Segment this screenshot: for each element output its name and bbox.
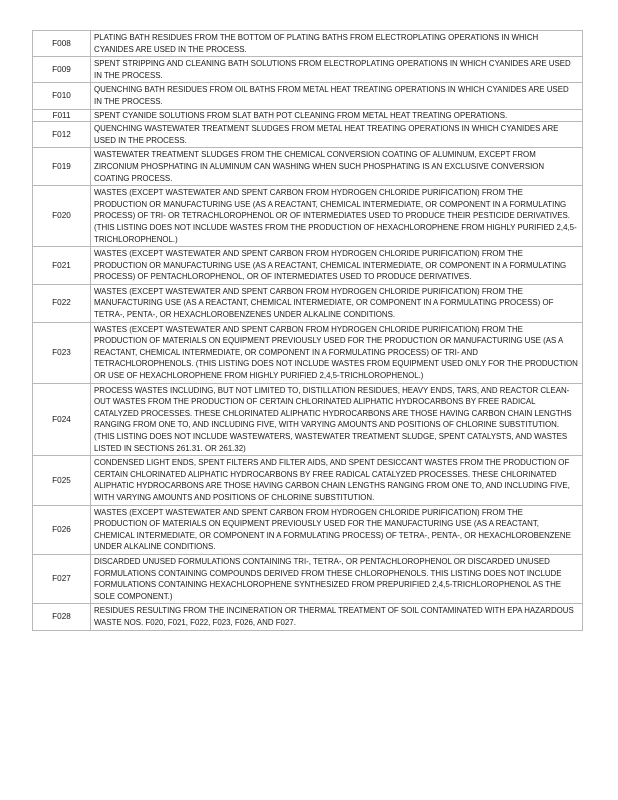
table-row — [33, 148, 583, 186]
waste-code-cell: F009 — [33, 57, 91, 83]
waste-description-cell: WASTES (EXCEPT WASTEWATER AND SPENT CARBON FROM HYDROGEN CHLORIDE PURIFICATION) FROM THE MANUFACTURING USE (AS A REACTANT, CHEMICAL INTERMEDIATE, OR COMPONENT IN A FORMULATING PROCESS) OF TETRA-, PENTA-, OR HEXACHLOROBENZENES UNDER ALKALINE CONDITIONS. — [91, 284, 583, 322]
waste-code-cell: F020 — [33, 186, 91, 247]
waste-description-cell: DISCARDED UNUSED FORMULATIONS CONTAINING TRI-, TETRA-, OR PENTACHLOROPHENOL OR DISCARDED UNUSED FORMULATIONS CONTAINING COMPOUNDS DERIVED FROM THESE CHLOROPHENOLS. THIS LISTING DOES NOT INCLUDE FORMULATIONS CONTAINING HEXACHLOROPHENE SYNTHESIZED FROM PREPURIFIED 2,4,5-TRICHLOROPHENOL AS THE SOLE COMPONENT.) — [91, 554, 583, 603]
waste-code-cell: F027 — [33, 554, 91, 603]
waste-code-cell: F019 — [33, 148, 91, 186]
table-row — [33, 322, 583, 383]
waste-code-cell: F010 — [33, 83, 91, 109]
hazardous-waste-table — [32, 30, 583, 631]
waste-code-cell: F012 — [33, 122, 91, 148]
waste-code-cell: F023 — [33, 322, 91, 383]
waste-code-cell: F008 — [33, 31, 91, 57]
waste-description-cell: WASTES (EXCEPT WASTEWATER AND SPENT CARBON FROM HYDROGEN CHLORIDE PURIFICATION) FROM THE PRODUCTION OR MANUFACTURING USE (AS A REACTANT, CHEMICAL INTERMEDIATE, OR COMPONENT IN A FORMULATING PROCESS) OF PENTACHLOROPHENOL, OR OF INTERMEDIATES USED TO PRODUCE DERIVATIVES. — [91, 247, 583, 285]
waste-code-cell: F022 — [33, 284, 91, 322]
waste-description-cell: WASTEWATER TREATMENT SLUDGES FROM THE CHEMICAL CONVERSION COATING OF ALUMINUM, EXCEPT FROM ZIRCONIUM PHOSPHATING IN ALUMINUM CAN WASHING WHEN SUCH PHOSPHATING IS AN EXCLUSIVE CONVERSION COATING PROCESS. — [91, 148, 583, 186]
waste-description-cell: RESIDUES RESULTING FROM THE INCINERATION OR THERMAL TREATMENT OF SOIL CONTAMINATED WITH EPA HAZARDOUS WASTE NOS. F020, F021, F022, F023, F026, AND F027. — [91, 604, 583, 630]
waste-code-cell: F025 — [33, 456, 91, 505]
waste-code-cell: F011 — [33, 109, 91, 122]
waste-description-cell: WASTES (EXCEPT WASTEWATER AND SPENT CARBON FROM HYDROGEN CHLORIDE PURIFICATION) FROM THE PRODUCTION OF MATERIALS ON EQUIPMENT PREVIOUSLY USED FOR THE PRODUCTION OR MANUFACTURING USE (AS A REACTANT, CHEMICAL INTERMEDIATE, OR COMPONENT IN A FORMULATING PROCESS) OF TRI- AND TETRACHLOROPHENOLS. (THIS LISTING DOES NOT INCLUDE WASTES FROM EQUIPMENT USED ONLY FOR THE PRODUCTION OR USE OF HEXACHLOROPHENE FROM HIGHLY PURIFIED 2,4,5-TRICHLOROPHENOL.) — [91, 322, 583, 383]
table-row — [33, 109, 583, 122]
waste-description-cell: SPENT STRIPPING AND CLEANING BATH SOLUTIONS FROM ELECTROPLATING OPERATIONS IN WHICH CYANIDES ARE USED IN THE PROCESS. — [91, 57, 583, 83]
waste-description-cell: WASTES (EXCEPT WASTEWATER AND SPENT CARBON FROM HYDROGEN CHLORIDE PURIFICATION) FROM THE PRODUCTION OR MANUFACTURING USE (AS A REACTANT, CHEMICAL INTERMEDIATE, OR COMPONENT IN A FORMULATING PROCESS) OF TRI- OR TETRACHLOROPHENOL OR OF INTERMEDIATES USED TO PRODUCE THEIR PESTICIDE DERIVATIVES. (THIS LISTING DOES NOT INCLUDE WASTES FROM THE PRODUCTION OF HEXACHLOROPHENE FROM HIGHLY PURIFIED 2,4,5-TRICHLOROPHENOL.) — [91, 186, 583, 247]
waste-description-cell: WASTES (EXCEPT WASTEWATER AND SPENT CARBON FROM HYDROGEN CHLORIDE PURIFICATION) FROM THE PRODUCTION OF MATERIALS ON EQUIPMENT PREVIOUSLY USED FOR THE MANUFACTURING USE (AS A REACTANT, CHEMICAL INTERMEDIATE, OR COMPONENT IN A FORMULATING PROCESS) OF TETRA-, PENTA-, OR HEXACHLOROBENZENE UNDER ALKALINE CONDITIONS. — [91, 505, 583, 554]
waste-code-cell: F021 — [33, 247, 91, 285]
table-row — [33, 57, 583, 83]
waste-description-cell: CONDENSED LIGHT ENDS, SPENT FILTERS AND FILTER AIDS, AND SPENT DESICCANT WASTES FROM THE PRODUCTION OF CERTAIN CHLORINATED ALIPHATIC HYDROCARBONS BY FREE RADICAL CATALYZED PROCESSES. THESE CHLORINATED ALIPHATIC HYDROCARBONS ARE THOSE HAVING CARBON CHAIN LENGTHS RANGING FROM ONE TO, AND INCLUDING FIVE, WITH VARYING AMOUNTS AND POSITIONS OF CHLORINE SUBSTITUTION. — [91, 456, 583, 505]
waste-description-cell: PROCESS WASTES INCLUDING, BUT NOT LIMITED TO, DISTILLATION RESIDUES, HEAVY ENDS, TARS, AND REACTOR CLEAN-OUT WASTES FROM THE PRODUCTION OF CERTAIN CHLORINATED ALIPHATIC HYDROCARBONS BY FREE RADICAL CATALYZED PROCESSES. THESE CHLORINATED ALIPHATIC HYDROCARBONS ARE THOSE HAVING CARBON CHAIN LENGTHS RANGING FROM ONE TO, AND INCLUDING FIVE, WITH VARYING AMOUNTS AND POSITIONS OF CHLORINE SUBSTITUTION. (THIS LISTING DOES NOT INCLUDE WASTEWATERS, WASTEWATER TREATMENT SLUDGE, SPENT CATALYSTS, AND WASTES LISTED IN SECTIONS 261.31. OR 261.32) — [91, 383, 583, 456]
table-row — [33, 604, 583, 630]
table-row — [33, 83, 583, 109]
table-row — [33, 186, 583, 247]
table-row — [33, 284, 583, 322]
table-row — [33, 505, 583, 554]
waste-code-cell: F026 — [33, 505, 91, 554]
table-row — [33, 456, 583, 505]
table-row — [33, 122, 583, 148]
waste-code-cell: F024 — [33, 383, 91, 456]
waste-description-cell: QUENCHING BATH RESIDUES FROM OIL BATHS FROM METAL HEAT TREATING OPERATIONS IN WHICH CYANIDES ARE USED IN THE PROCESS. — [91, 83, 583, 109]
table-row — [33, 554, 583, 603]
waste-code-cell: F028 — [33, 604, 91, 630]
waste-description-cell: QUENCHING WASTEWATER TREATMENT SLUDGES FROM METAL HEAT TREATING OPERATIONS IN WHICH CYANIDES ARE USED IN THE PROCESS. — [91, 122, 583, 148]
waste-description-cell: PLATING BATH RESIDUES FROM THE BOTTOM OF PLATING BATHS FROM ELECTROPLATING OPERATIONS IN WHICH CYANIDES ARE USED IN THE PROCESS. — [91, 31, 583, 57]
table-row — [33, 383, 583, 456]
waste-table-body — [33, 31, 583, 631]
table-row — [33, 31, 583, 57]
waste-description-cell: SPENT CYANIDE SOLUTIONS FROM SLAT BATH POT CLEANING FROM METAL HEAT TREATING OPERATIONS. — [91, 109, 583, 122]
table-row — [33, 247, 583, 285]
